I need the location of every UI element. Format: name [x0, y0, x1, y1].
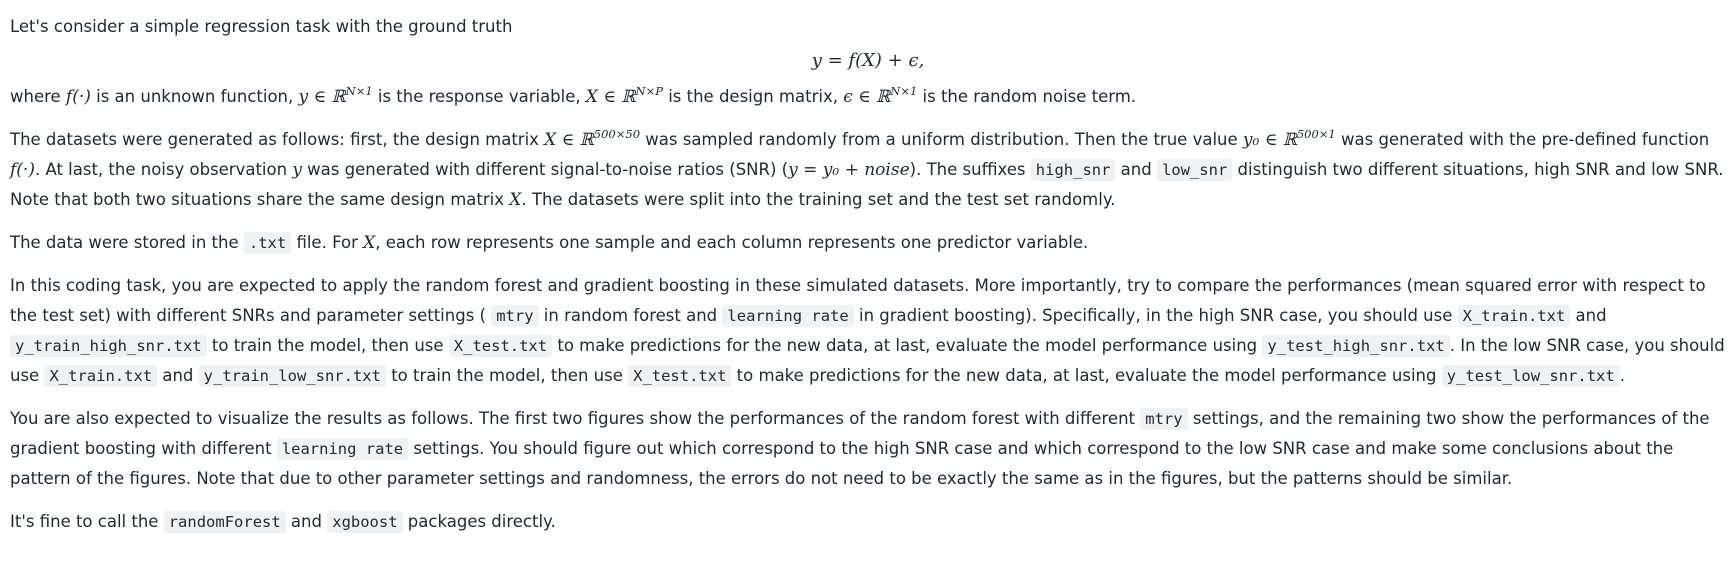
math-f: f(·): [10, 160, 35, 180]
code-y-train-high: y_train_high_snr.txt: [10, 335, 207, 357]
code-randomforest: randomForest: [164, 511, 286, 533]
text-segment: It's fine to call the: [10, 512, 164, 531]
code-x-test: X_test.txt: [628, 365, 731, 387]
math-sup: 500×50: [593, 127, 641, 141]
text-segment: The datasets were generated as follows: first, the design matrix: [10, 130, 545, 149]
text-segment: where: [10, 87, 66, 106]
code-y-train-low: y_train_low_snr.txt: [199, 365, 386, 387]
text-segment: packages directly.: [402, 512, 556, 531]
code-x-train: X_train.txt: [1458, 305, 1571, 327]
text-segment: You are also expected to visualize the results as follows. The first two figures show the performances of the random forest with different: [10, 409, 1141, 428]
math-body: y ∈ ℝ: [298, 87, 346, 107]
text-segment: in random forest and: [538, 306, 723, 325]
text-segment: and: [1115, 160, 1157, 179]
math-sup: N×P: [635, 84, 663, 98]
text-segment: and: [1570, 306, 1607, 325]
intro-text: Let's consider a simple regression task with the ground truth: [10, 17, 513, 36]
code-learning-rate: learning rate: [277, 438, 408, 460]
code-low-snr: low_snr: [1157, 159, 1232, 181]
text-segment: was sampled randomly from a uniform distribution. Then the true value: [640, 130, 1243, 149]
math-eps-dim: [843, 84, 918, 107]
storage-paragraph: [10, 228, 1726, 258]
text-segment: settings, and the remaining two show the performances of the gradient boosting with different: [10, 409, 1710, 458]
math-body: y₀ ∈ ℝ: [1242, 130, 1297, 150]
math-sup: N×1: [890, 84, 918, 98]
text-segment: . The datasets were split into the training set and the test set randomly.: [521, 190, 1116, 209]
text-segment: to train the model, then use: [385, 366, 629, 385]
ground-truth-equation: y = f(X) + ϵ,: [811, 50, 925, 71]
math-body: ϵ ∈ ℝ: [843, 87, 891, 107]
intro-paragraph: [10, 12, 1726, 42]
math-y0-500x1: [1242, 127, 1336, 150]
packages-paragraph: [10, 507, 1726, 537]
text-segment: to make predictions for the new data, at last, evaluate the model performance using: [552, 336, 1263, 355]
math-sup: 500×1: [1296, 127, 1336, 141]
math-X: X: [363, 233, 376, 253]
text-segment: ). The suffixes: [909, 160, 1031, 179]
text-segment: was generated with the pre-defined function: [1335, 130, 1710, 149]
math-f: f(·): [65, 87, 91, 107]
code-x-train: X_train.txt: [44, 365, 157, 387]
text-segment: settings. You should figure out which correspond to the high SNR case and which correspond to the low SNR case and make some conclusions about the pattern of the figures. Note that due to other parameter settings and randomness, the errors do not need to be exactly the same as in the figures, but the patterns should be similar.: [10, 439, 1674, 488]
text-segment: was generated with different signal-to-noise ratios (SNR) (: [301, 160, 789, 179]
code-x-test: X_test.txt: [449, 335, 552, 357]
code-learning-rate: learning rate: [722, 305, 853, 327]
code-xgboost: xgboost: [327, 511, 402, 533]
math-X-500x50: [544, 127, 641, 150]
text-segment: .: [1619, 366, 1625, 385]
math-y: y: [292, 160, 302, 180]
text-segment: . In the low SNR case, you should use: [10, 336, 1725, 385]
text-segment: The data were stored in the: [10, 233, 244, 252]
text-segment: is the design matrix,: [662, 87, 844, 106]
text-segment: distinguish two different situations, high SNR and low SNR. Note that both two situations share the same design matrix: [10, 160, 1724, 209]
code-mtry: mtry: [1140, 408, 1187, 430]
text-segment: is the random noise term.: [917, 87, 1137, 106]
text-segment: and: [285, 512, 328, 531]
text-segment: and: [157, 366, 199, 385]
code-mtry: mtry: [491, 305, 538, 327]
text-segment: to make predictions for the new data, at last, evaluate the model performance using: [731, 366, 1442, 385]
visualization-paragraph: [10, 404, 1726, 494]
code-y-test-low: y_test_low_snr.txt: [1442, 365, 1620, 387]
math-X: X: [509, 190, 522, 210]
math-body: X ∈ ℝ: [585, 87, 636, 107]
math-body: X ∈ ℝ: [544, 130, 594, 150]
text-segment: in gradient boosting). Specifically, in the high SNR case, you should use: [853, 306, 1458, 325]
text-segment: . At last, the noisy observation: [34, 160, 293, 179]
task-paragraph: [10, 271, 1726, 391]
definitions-paragraph: [10, 82, 1726, 112]
code-txt: .txt: [244, 232, 291, 254]
code-high-snr: high_snr: [1031, 159, 1116, 181]
code-y-test-high: y_test_high_snr.txt: [1262, 335, 1449, 357]
math-X-dim: [585, 84, 663, 107]
text-segment: In this coding task, you are expected to apply the random forest and gradient boosting in these simulated datasets. More importantly, try to compare the performances (mean squared error with respect to the test set) with different SNRs and parameter settings (: [10, 276, 1706, 325]
text-segment: , each row represents one sample and each column represents one predictor variable.: [375, 233, 1089, 252]
text-segment: is an unknown function,: [90, 87, 299, 106]
text-segment: file. For: [291, 233, 364, 252]
text-segment: to train the model, then use: [206, 336, 449, 355]
math-sup: N×1: [345, 84, 373, 98]
math-y-dim: [298, 84, 373, 107]
text-segment: is the response variable,: [372, 87, 586, 106]
math-noise-equation: y = y₀ + noise: [788, 160, 910, 180]
datasets-paragraph: [10, 125, 1726, 215]
